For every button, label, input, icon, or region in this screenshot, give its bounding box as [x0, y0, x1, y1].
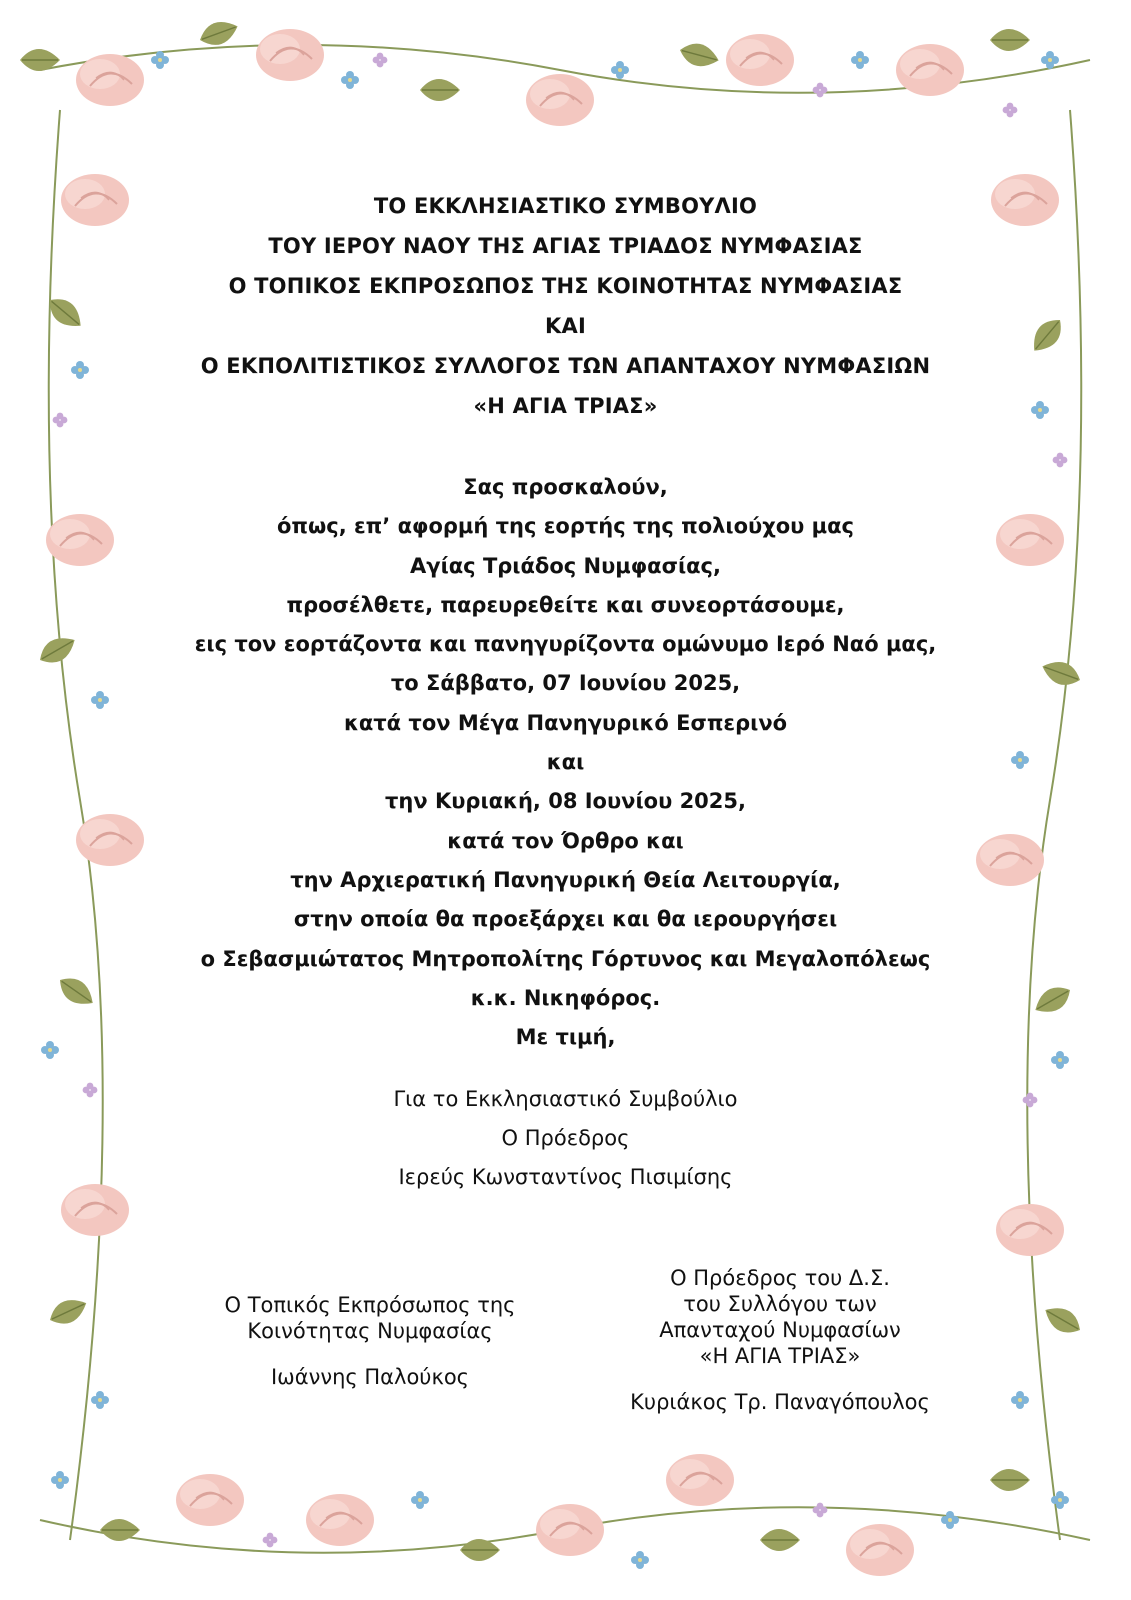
invitation-line: Σας προσκαλούν, [463, 475, 668, 499]
invitation-closing: Με τιμή, [515, 1025, 616, 1050]
invitation-line: κ.κ. Νικηφόρος. [470, 985, 661, 1010]
association-signature [590, 1265, 970, 1415]
association-role-line: Ο Πρόεδρος του Δ.Σ. [670, 1266, 890, 1290]
invitation-line: την Κυριακή, 08 Ιουνίου 2025, [384, 789, 746, 814]
council-signature-name: Ιερεύς Κωνσταντίνος Πισιμίσης [398, 1165, 733, 1189]
heading-line-association: Ο ΕΚΠΟΛΙΤΙΣΤΙΚΟΣ ΣΥΛΛΟΓΟΣ ΤΩΝ ΑΠΑΝΤΑΧΟΥ ΝΥΜΦΑΣΙΩΝ [200, 354, 931, 378]
heading-line-council: ΤΟ ΕΚΚΛΗΣΙΑΣΤΙΚΟ ΣΥΜΒΟΥΛΙΟ [373, 194, 758, 218]
association-role-line: Απανταχού Νυμφασίων [659, 1318, 901, 1342]
representative-name: Ιωάννης Παλούκος [270, 1365, 469, 1389]
heading-line-representative: Ο ΤΟΠΙΚΟΣ ΕΚΠΡΟΣΩΠΟΣ ΤΗΣ ΚΟΙΝΟΤΗΤΑΣ ΝΥΜΦΑΣΙΑΣ [228, 274, 903, 298]
invitation-line: εις τον εορτάζοντα και πανηγυρίζοντα ομώνυμο Ιερό Ναό μας, [194, 632, 937, 657]
association-role-line: του Συλλόγου των [683, 1292, 877, 1316]
heading-line-church: ΤΟΥ ΙΕΡΟΥ ΝΑΟΥ ΤΗΣ ΑΓΙΑΣ ΤΡΙΑΔΟΣ ΝΥΜΦΑΣΙΑΣ [268, 234, 863, 258]
invitation-line: ο Σεβασμιώτατος Μητροπολίτης Γόρτυνος και Μεγαλοπόλεως [200, 946, 931, 971]
association-role-line: «Η ΑΓΙΑ ΤΡΙΑΣ» [699, 1344, 861, 1368]
invitation-line: στην οποία θα προεξάρχει και θα ιερουργήσει [293, 907, 838, 932]
association-name: Κυριάκος Τρ. Παναγόπουλος [630, 1390, 930, 1414]
council-signature [150, 1080, 981, 1197]
heading-line-and: ΚΑΙ [545, 314, 586, 338]
heading-block [150, 186, 981, 426]
invitation-line: κατά τον Μέγα Πανηγυρικό Εσπερινό [343, 710, 788, 735]
invitation-body [150, 468, 981, 1057]
representative-role-line: Κοινότητας Νυμφασίας [247, 1319, 493, 1343]
representative-role-line: Ο Τοπικός Εκπρόσωπος της [224, 1293, 516, 1317]
invitation-line: και [546, 750, 585, 775]
invitation-line: όπως, επ’ αφορμή της εορτής της πολιούχου μας [276, 514, 855, 539]
heading-line-name: «Η ΑΓΙΑ ΤΡΙΑΣ» [473, 394, 658, 418]
council-signature-line: Για το Εκκλησιαστικό Συμβούλιο [393, 1087, 738, 1111]
invitation-line: την Αρχιερατική Πανηγυρική Θεία Λειτουργία, [290, 867, 841, 892]
invitation-line: κατά τον Όρθρο και [447, 828, 684, 853]
representative-signature [180, 1292, 560, 1390]
invitation-line: Αγίας Τριάδος Νυμφασίας, [410, 553, 721, 578]
council-signature-title: Ο Πρόεδρος [501, 1126, 630, 1150]
invitation-line: το Σάββατο, 07 Ιουνίου 2025, [390, 671, 741, 696]
invitation-line: προσέλθετε, παρευρεθείτε και συνεορτάσουμε, [286, 592, 845, 617]
